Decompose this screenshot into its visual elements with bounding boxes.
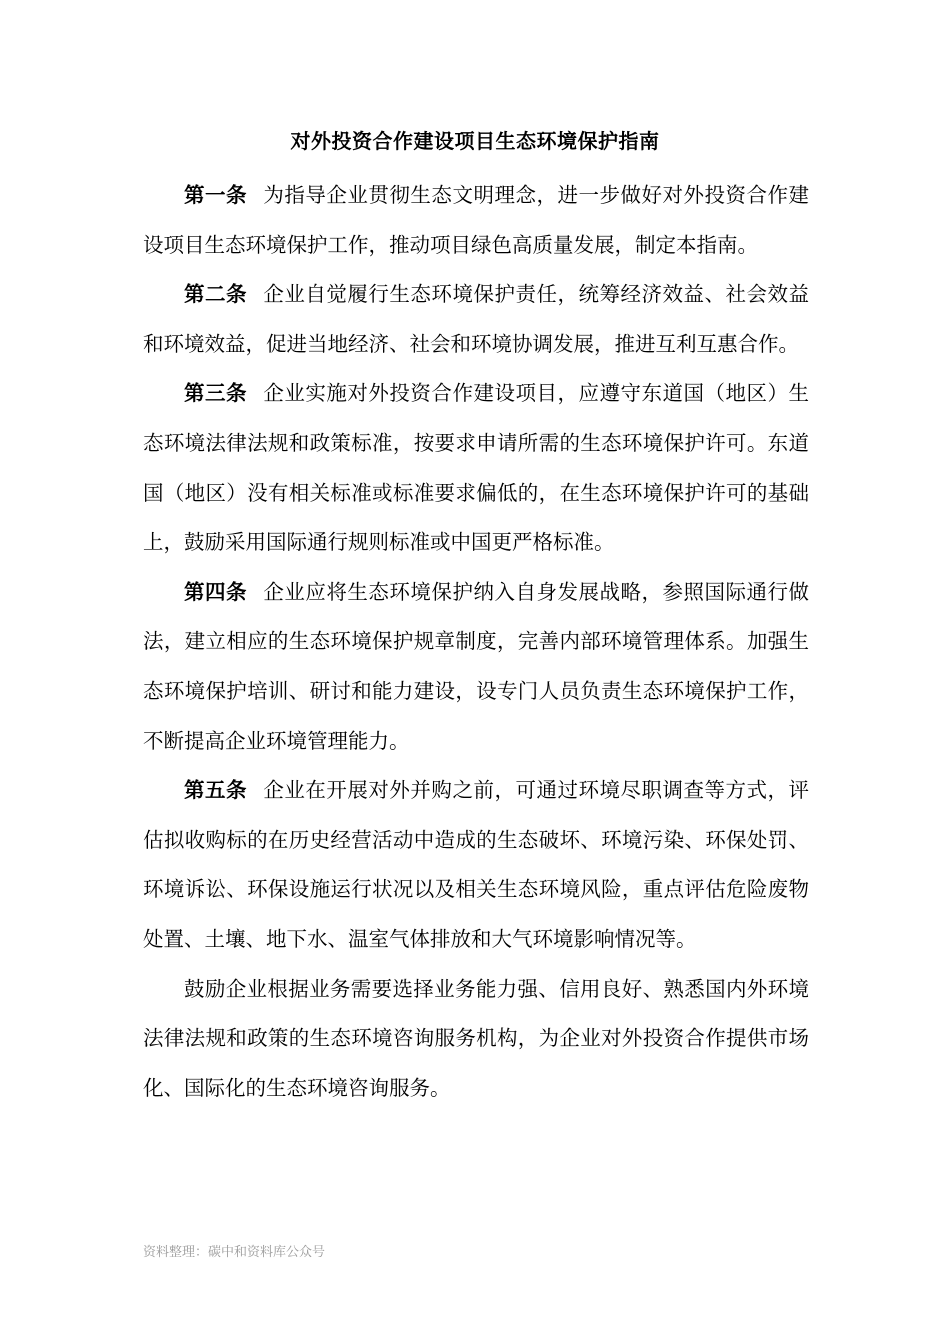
document-title: 对外投资合作建设项目生态环境保护指南	[290, 129, 660, 153]
article-1	[143, 171, 809, 270]
article-3	[143, 369, 809, 567]
article-2	[143, 270, 809, 369]
article-5-continuation: 鼓励企业根据业务需要选择业务能力强、信用良好、熟悉国内外环境法律法规和政策的生态环境咨询服务机构，为企业对外投资合作提供市场化、国际化的生态环境咨询服务。	[143, 976, 809, 1100]
article-5	[143, 766, 809, 964]
document-body	[143, 171, 809, 1113]
article-text: 企业实施对外投资合作建设项目，应遵守东道国（地区）生态环境法律法规和政策标准，按要求申请所需的生态环境保护许可。东道国（地区）没有相关标准或标准要求偏低的，在生态环境保护许可的基础上，鼓励采用国际通行规则标准或中国更严格标准。	[143, 381, 810, 555]
article-text: 企业应将生态环境保护纳入自身发展战略，参照国际通行做法，建立相应的生态环境保护规章制度，完善内部环境管理体系。加强生态环境保护培训、研讨和能力建设，设专门人员负责生态环境保护工作，不断提高企业环境管理能力。	[143, 579, 810, 753]
article-text: 为指导企业贯彻生态文明理念，进一步做好对外投资合作建设项目生态环境保护工作，推动项目绿色高质量发展，制定本指南。	[143, 183, 810, 257]
article-number: 第三条	[184, 381, 248, 406]
article-number: 第二条	[184, 282, 248, 307]
source-footer: 资料整理：碳中和资料库公众号	[143, 1245, 326, 1260]
article-4	[143, 568, 809, 766]
article-text: 企业在开展对外并购之前，可通过环境尽职调查等方式，评估拟收购标的在历史经营活动中造成的生态破坏、环境污染、环保处罚、环境诉讼、环保设施运行状况以及相关生态环境风险，重点评估危险废物处置、土壤、地下水、温室气体排放和大气环境影响情况等。	[143, 778, 810, 951]
article-number: 第一条	[184, 183, 248, 207]
article-number: 第四条	[184, 579, 248, 604]
article-text: 企业自觉履行生态环境保护责任，统筹经济效益、社会效益和环境效益，促进当地经济、社会和环境协调发展，推进互利互惠合作。	[143, 282, 810, 356]
article-number: 第五条	[184, 778, 248, 803]
